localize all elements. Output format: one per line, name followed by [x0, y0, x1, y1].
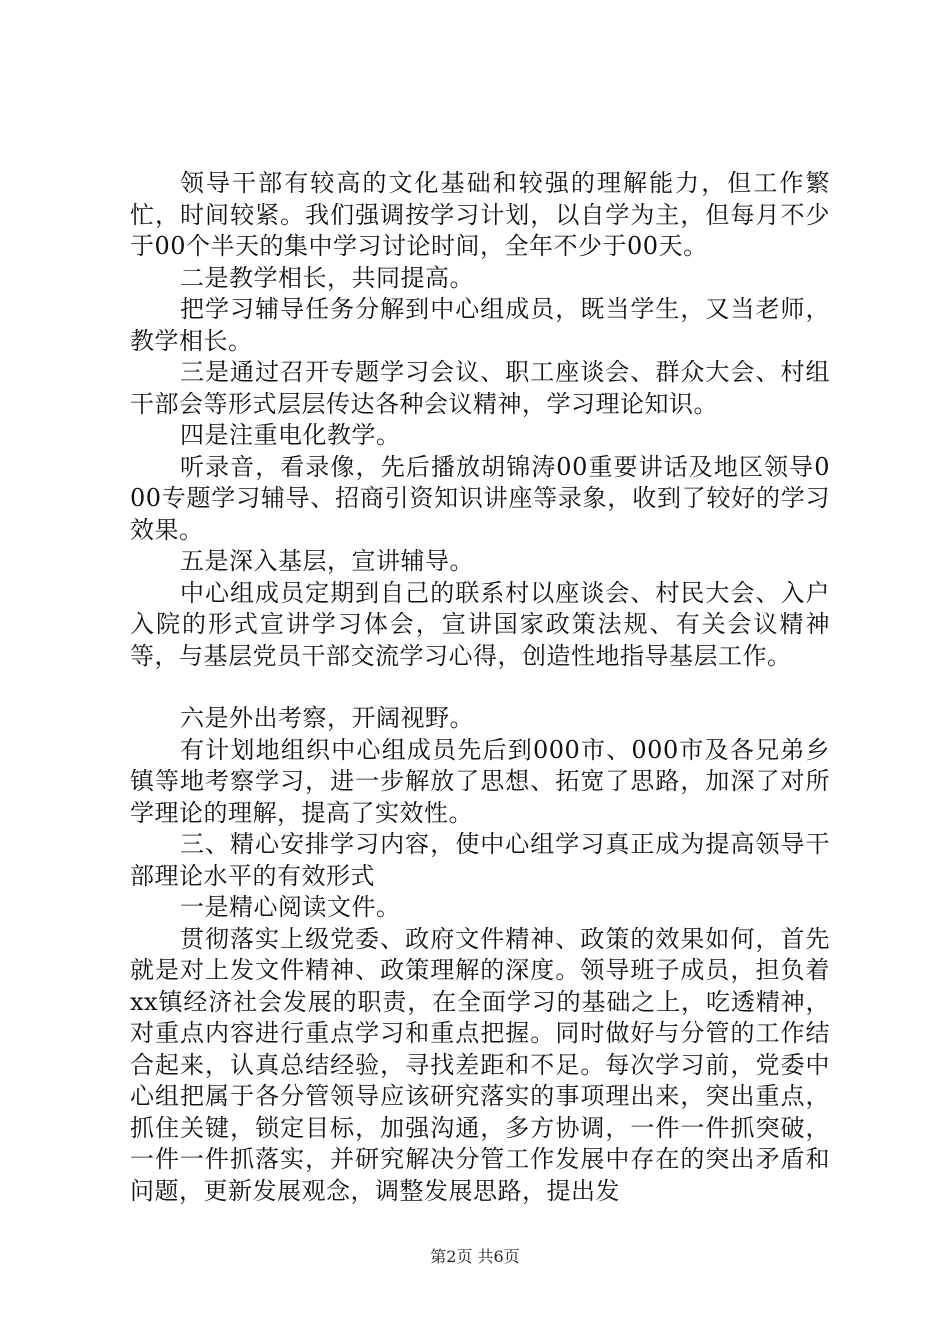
paragraph: 四是注重电化教学。	[180, 421, 401, 449]
paragraph: 把学习辅导任务分解到中心组成员，既当学生，又当老师，教学相长。	[130, 295, 830, 355]
paragraph: 领导干部有较高的文化基础和较强的理解能力，但工作繁忙，时间较紧。我们强调按学习计划，以自学为主，但每月不少于00个半天的集中学习讨论时间，全年不少于00天。	[130, 169, 830, 260]
paragraph: 六是外出考察，开阔视野。	[180, 704, 474, 732]
paragraph: 有计划地组织中心组成员先后到000市、000市及各兄弟乡镇等地考察学习，进一步解放了思想、拓宽了思路，加深了对所学理论的理解，提高了实效性。	[130, 735, 830, 827]
paragraph: 三是通过召开专题学习会议、职工座谈会、群众大会、村组干部会等形式层层传达各种会议精神，学习理论知识。	[130, 358, 830, 418]
page-footer: 第2页 共6页	[430, 1247, 520, 1266]
paragraph: 二是教学相长，共同提高。	[180, 263, 474, 292]
document-body	[130, 168, 830, 1207]
paragraph: 贯彻落实上级党委、政府文件精神、政策的效果如何，首先就是对上发文件精神、政策理解的深度。领导班子成员，担负着xx镇经济社会发展的职责，在全面学习的基础之上，吃透精神，对重点内容进行重点学习和重点把握。同时做好与分管的工作结合起来，认真总结经验，寻找差距和不足。每次学习前，党委中心组把属于各分管领导应该研究落实的事项理出来，突出重点，抓住关键，锁定目标，加强沟通，多方协调，一件一件抓突破，一件一件抓落实，并研究解决分管工作发展中存在的突出矛盾和问题，更新发展观念，调整发展思路，提出发	[130, 924, 830, 1205]
paragraph: 听录音，看录像，先后播放胡锦涛00重要讲话及地区领导000专题学习辅导、招商引资知识讲座等录象，收到了较好的学习效果。	[130, 452, 830, 544]
paragraph: 五是深入基层，宣讲辅导。	[180, 547, 474, 575]
paragraph: 一是精心阅读文件。	[180, 893, 401, 921]
blank-line	[130, 672, 830, 703]
paragraph: 中心组成员定期到自己的联系村以座谈会、村民大会、入户入院的形式宣讲学习体会，宣讲国家政策法规、有关会议精神等，与基层党员干部交流学习心得，创造性地指导基层工作。	[130, 578, 830, 670]
section-heading: 三、精心安排学习内容，使中心组学习真正成为提高领导干部理论水平的有效形式	[130, 830, 830, 890]
